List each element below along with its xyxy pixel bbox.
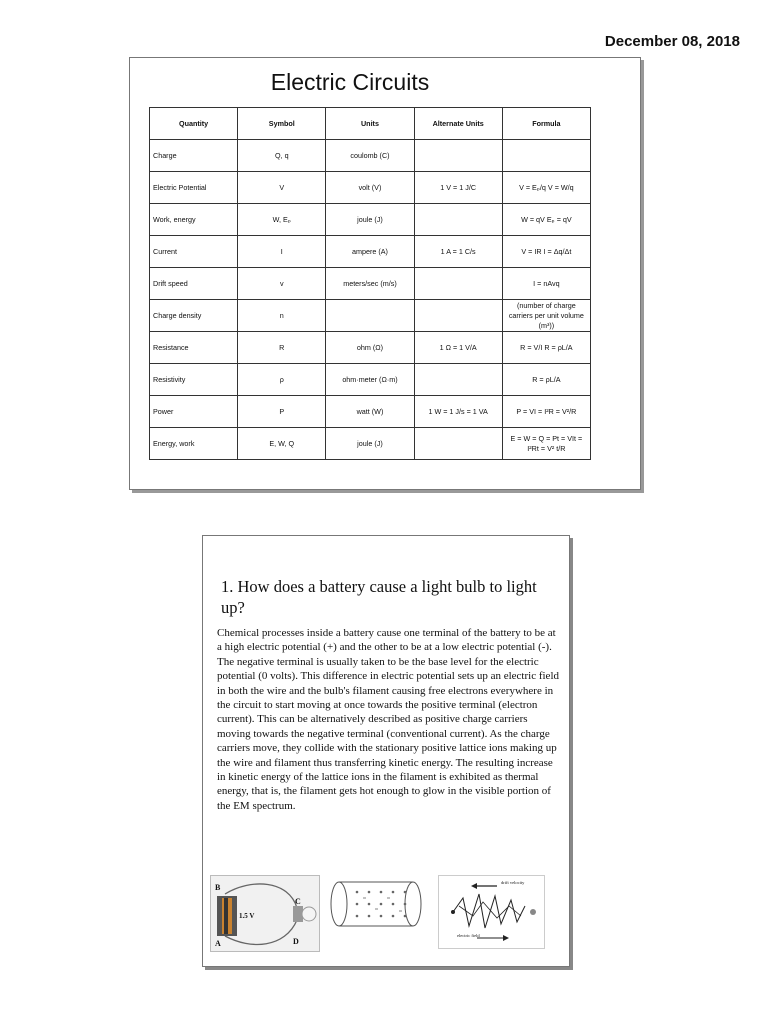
cell-formula: P = VI = I²R = V²/R <box>502 396 590 428</box>
label-a: A <box>215 939 221 948</box>
table-row <box>150 140 591 172</box>
cell-units: volt (V) <box>326 172 414 204</box>
cell-alt: 1 A = 1 C/s <box>414 236 502 268</box>
cell-alt <box>414 140 502 172</box>
cell-units: coulomb (C) <box>326 140 414 172</box>
cell-quantity: Resistivity <box>150 364 238 396</box>
question-heading: 1. How does a battery cause a light bulb to light up? <box>221 577 537 617</box>
cell-symbol: Q, q <box>238 140 326 172</box>
cell-symbol: R <box>238 332 326 364</box>
cell-units: joule (J) <box>326 428 414 460</box>
circuits-table <box>149 107 591 460</box>
cell-formula: V = IR I = Δq/Δt <box>502 236 590 268</box>
cell-quantity: Power <box>150 396 238 428</box>
cell-quantity: Work, energy <box>150 204 238 236</box>
cell-quantity: Drift speed <box>150 268 238 300</box>
cell-quantity: Charge density <box>150 300 238 332</box>
cell-alt <box>414 204 502 236</box>
table-header-row <box>150 108 591 140</box>
header-alternate-units: Alternate Units <box>414 108 502 140</box>
cell-symbol: V <box>238 172 326 204</box>
header-formula: Formula <box>502 108 590 140</box>
battery-circuit-drawing <box>211 876 319 951</box>
table-row <box>150 172 591 204</box>
table-row <box>150 364 591 396</box>
cell-alt <box>414 300 502 332</box>
cell-symbol: P <box>238 396 326 428</box>
cell-alt <box>414 268 502 300</box>
cell-units: joule (J) <box>326 204 414 236</box>
cell-units: ohm (Ω) <box>326 332 414 364</box>
cell-formula: I = nAvq <box>502 268 590 300</box>
cell-quantity: Current <box>150 236 238 268</box>
label-c: C <box>295 897 301 906</box>
electric-field-label: electric field <box>457 933 480 938</box>
cell-symbol: n <box>238 300 326 332</box>
cell-formula: W = qV Eₚ = qV <box>502 204 590 236</box>
cell-formula: R = V/I R = ρL/A <box>502 332 590 364</box>
cell-units <box>326 300 414 332</box>
drift-velocity-label: drift velocity <box>501 880 525 885</box>
header-quantity: Quantity <box>150 108 238 140</box>
cell-formula <box>502 140 590 172</box>
battery-circuit-figure <box>210 875 320 952</box>
answer-text: Chemical processes inside a battery cause one terminal of the battery to be at a high electric potential (+) and the other to be at a low electric potential (-). The negative terminal is usually taken to be the base level for the electric potential (0 volts). This difference in electric potential sets up an electric field in both the wire and the bulb's filament causing free electrons everywhere in the circuit to start moving at once towards the positive terminal (electron current). This can be alternatively described as positive charge carriers moving towards the negative terminal (conventional current). As the charge carriers move, they collide with the stationary positive lattice ions making up the wire and filament thus transferring kinetic energy. The resulting increase in kinetic energy of the lattice ions in the filament is exhibited as thermal energy, that is, the filament gets hot enough to glow in the visible portion of the EM spectrum. <box>217 627 559 812</box>
cell-symbol: E, W, Q <box>238 428 326 460</box>
cell-symbol: W, Eₚ <box>238 204 326 236</box>
header-units: Units <box>326 108 414 140</box>
cell-formula: V = Eₚ/q V = W/q <box>502 172 590 204</box>
drift-velocity-drawing <box>439 876 544 948</box>
table-row <box>150 428 591 460</box>
cell-units: meters/sec (m/s) <box>326 268 414 300</box>
cell-units: ampere (A) <box>326 236 414 268</box>
wire-lattice-drawing <box>329 878 423 930</box>
cell-quantity: Charge <box>150 140 238 172</box>
cell-quantity: Resistance <box>150 332 238 364</box>
wire-lattice-figure <box>329 878 423 930</box>
table-row <box>150 268 591 300</box>
cell-quantity: Electric Potential <box>150 172 238 204</box>
table-row <box>150 300 591 332</box>
cell-alt: 1 V = 1 J/C <box>414 172 502 204</box>
label-b: B <box>215 883 221 892</box>
table-row <box>150 396 591 428</box>
cell-symbol: I <box>238 236 326 268</box>
cell-symbol: v <box>238 268 326 300</box>
table-row <box>150 204 591 236</box>
page-date: December 08, 2018 <box>604 33 740 50</box>
slide-electric-circuits <box>129 57 641 490</box>
label-voltage: 1.5 V <box>239 912 255 920</box>
cell-formula: R = ρL/A <box>502 364 590 396</box>
slide-title: Electric Circuits <box>270 69 430 95</box>
cell-formula: E = W = Q = Pt = VIt = I²Rt = V² t/R <box>502 428 590 460</box>
slide-battery-question <box>202 535 570 967</box>
cell-symbol: ρ <box>238 364 326 396</box>
header-symbol: Symbol <box>238 108 326 140</box>
cell-alt: 1 Ω = 1 V/A <box>414 332 502 364</box>
cell-alt <box>414 364 502 396</box>
table-row <box>150 332 591 364</box>
cell-formula: (number of charge carriers per unit volume (m³)) <box>502 300 590 332</box>
cell-units: ohm·meter (Ω·m) <box>326 364 414 396</box>
cell-quantity: Energy, work <box>150 428 238 460</box>
cell-alt <box>414 428 502 460</box>
label-d: D <box>293 937 299 946</box>
drift-velocity-figure <box>438 875 545 949</box>
cell-alt: 1 W = 1 J/s = 1 VA <box>414 396 502 428</box>
table-row <box>150 236 591 268</box>
cell-units: watt (W) <box>326 396 414 428</box>
